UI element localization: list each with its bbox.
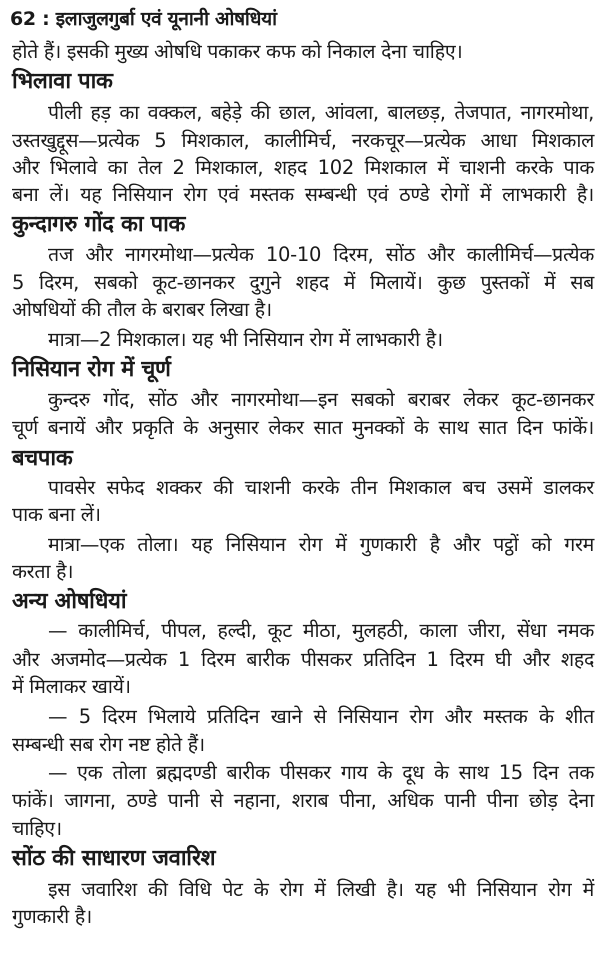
paragraph-line: चूर्ण बनायें और प्रकृति के अनुसार लेकर सात मुनक्कों के साथ सात दिन फांकें। [12,416,594,439]
paragraph-line: सम्बन्धी सब रोग नष्ट होते हैं। [12,733,205,756]
paragraph-line: — एक तोला ब्रह्मदण्डी बारीक पीसकर गाय के दूध के साथ 15 दिन तक [48,761,594,784]
paragraph-line: में मिलाकर खायें। [12,675,131,698]
intro-line: होते हैं। इसकी मुख्य ओषधि पकाकर कफ को निकाल देना चाहिए। [12,40,463,63]
paragraph-line: कुन्दरु गोंद, सोंठ और नागरमोथा—इन सबको बराबर लेकर कूट-छानकर [48,388,594,411]
paragraph-line: ओषधियों की तौल के बराबर लिखा है। [12,298,272,321]
paragraph-line: तज और नागरमोथा—प्रत्येक 10-10 दिरम, सोंठ और कालीमिर्च—प्रत्येक [48,243,594,266]
paragraph-line: गुणकारी है। [12,905,92,928]
paragraph-line: 5 दिरम, सबको कूट-छानकर दुगुने शहद में मिलायें। कुछ पुस्तकों में सब [12,271,594,294]
section-heading: कुन्दागरु गोंद का पाक [12,212,186,237]
paragraph-line: फांकें। जागना, ठण्डे पानी से नहाना, शराब पीना, अधिक पानी पीना छोड़ देना [12,789,594,812]
paragraph-line: मात्रा—2 मिशकाल। यह भी निसियान रोग में लाभकारी है। [48,328,443,351]
paragraph-line: बना लें। यह निसियान रोग एवं मस्तक सम्बन्धी एवं ठण्डे रोगों में लाभकारी है। [12,183,594,206]
section-heading: अन्य ओषधियां [12,589,127,614]
paragraph-line: मात्रा—एक तोला। यह निसियान रोग में गुणकारी है और पट्ठों को गरम [48,533,594,556]
section-heading: भिलावा पाक [12,69,113,94]
paragraph-line: करता है। [12,560,74,583]
paragraph-line: और भिलावे का तेल 2 मिशकाल, शहद 102 मिशकाल में चाशनी करके पाक [12,156,594,179]
paragraph-line: पीली हड़ का वक्कल, बहेड़े की छाल, आंवला, बालछड़, तेजपात, नागरमोथा, [48,101,594,124]
running-head: 62 : इलाजुलगुर्बा एवं यूनानी ओषधियां [10,8,277,30]
paragraph-line: और अजमोद—प्रत्येक 1 दिरम बारीक पीसकर प्रतिदिन 1 दिरम घी और शहद [12,648,594,671]
paragraph-line: — कालीमिर्च, पीपल, हल्दी, कूट मीठा, मुलहठी, काला जीरा, सेंधा नमक [48,619,594,642]
section-heading: सोंठ की साधारण जवारिश [12,846,216,871]
paragraph-line: इस जवारिश की विधि पेट के रोग में लिखी है। यह भी निसियान रोग में [48,878,594,901]
paragraph-line: पाक बना लें। [12,503,101,526]
section-heading: बचपाक [12,446,73,471]
paragraph-line: पावसेर सफेद शक्कर की चाशनी करके तीन मिशकाल बच उसमें डालकर [48,476,594,499]
paragraph-line: चाहिए। [12,817,62,840]
paragraph-line: उस्तखुद्दूस—प्रत्येक 5 मिशकाल, कालीमिर्च, नरकचूर—प्रत्येक आधा मिशकाल [12,129,594,152]
section-heading: निसियान रोग में चूर्ण [12,357,171,382]
paragraph-line: — 5 दिरम भिलाये प्रतिदिन खाने से निसियान रोग और मस्तक के शीत [48,705,594,728]
